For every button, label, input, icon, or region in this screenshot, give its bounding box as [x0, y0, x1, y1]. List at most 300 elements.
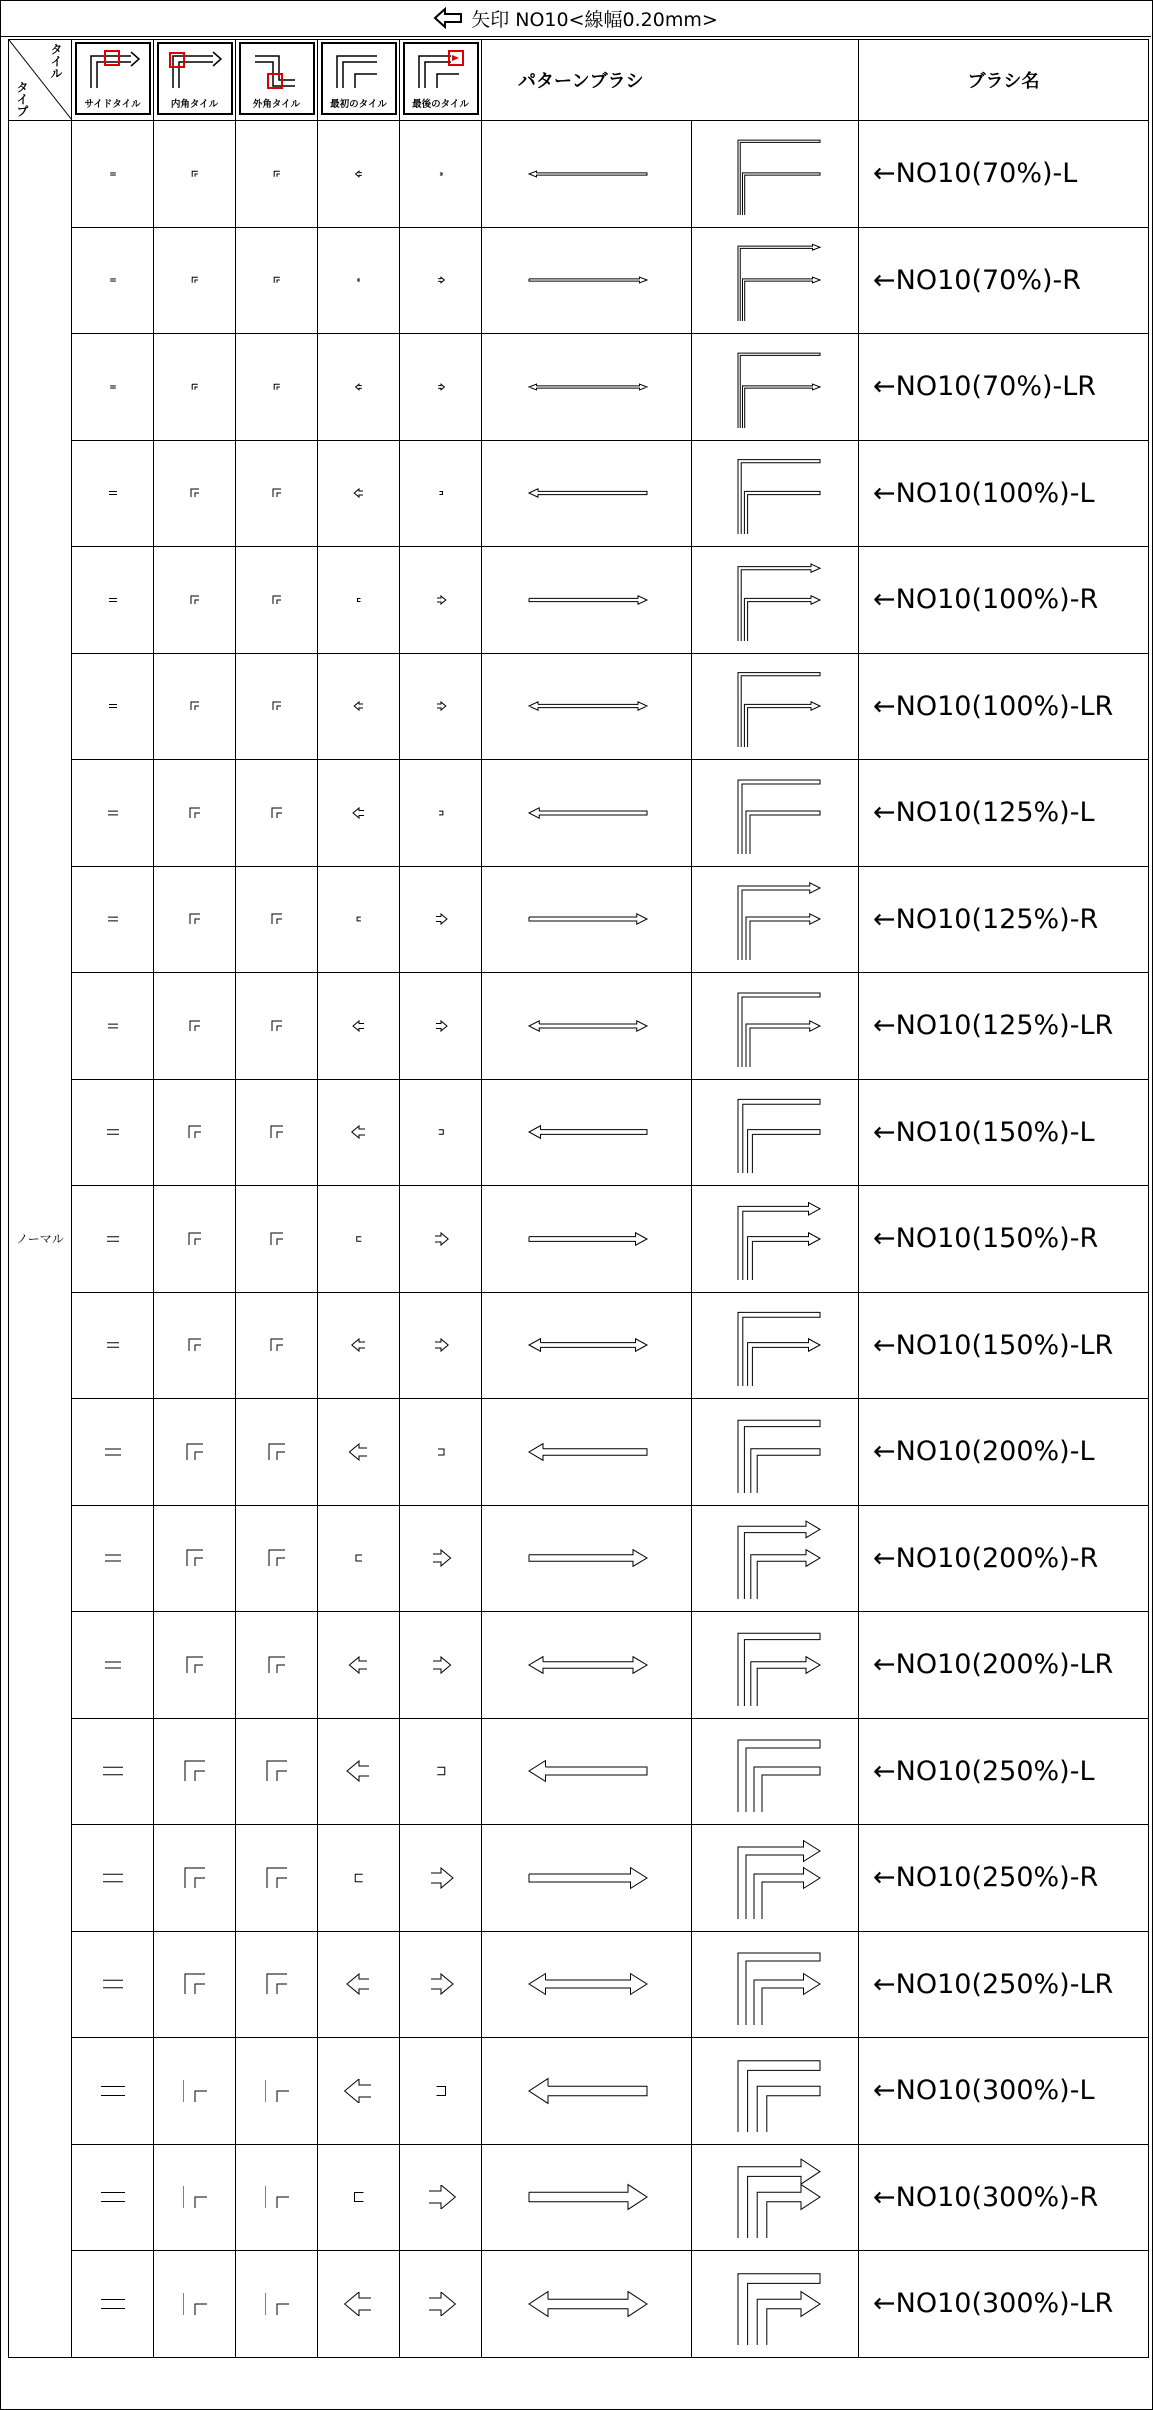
side-tile-icon	[101, 1122, 125, 1142]
first-tile-icon	[344, 1333, 374, 1357]
last-tile-icon	[426, 1866, 456, 1890]
last-tile-icon	[426, 1014, 456, 1038]
brush-name: ←NO10(300%)-LR	[859, 2251, 1149, 2358]
inner-corner-tile-icon	[183, 2186, 207, 2208]
inner-corner-cell	[154, 2144, 236, 2251]
last-tile-cell	[400, 1931, 482, 2038]
side-tile-icon	[101, 2187, 125, 2207]
side-tile-cell	[72, 653, 154, 760]
first-tile-cell	[318, 653, 400, 760]
inner-corner-cell	[154, 1718, 236, 1825]
side-tile-icon	[101, 1548, 125, 1568]
inner-corner-tile-icon	[183, 1228, 207, 1250]
brush-name: ←NO10(100%)-R	[859, 547, 1149, 654]
pattern-brush-cell	[482, 1186, 692, 1293]
outer-corner-tile-icon	[247, 48, 307, 92]
last-tile-icon	[429, 1441, 453, 1463]
corner-preview-cell	[692, 973, 859, 1080]
first-tile-cell	[318, 866, 400, 973]
tile-caption: 外角タイル	[252, 98, 301, 110]
side-tile-cell	[72, 1292, 154, 1399]
corner-preview-cell	[692, 1079, 859, 1186]
outer-corner-cell	[236, 1399, 318, 1506]
brush-corner-preview	[720, 1513, 830, 1603]
brush-corner-preview	[720, 555, 830, 645]
first-tile-cell	[318, 334, 400, 441]
brush-corner-preview	[720, 1939, 830, 2029]
corner-preview-cell	[692, 547, 859, 654]
pattern-brush-preview	[517, 580, 657, 620]
outer-corner-tile-icon	[265, 1334, 289, 1356]
outer-corner-tile-icon	[265, 1228, 289, 1250]
pattern-brush-preview	[517, 1964, 657, 2004]
pattern-brush-header: パターンブラシ	[482, 40, 859, 121]
pattern-brush-cell	[482, 1505, 692, 1612]
pattern-brush-preview	[517, 1006, 657, 1046]
tile-header-side	[72, 40, 154, 121]
side-tile-cell	[72, 1186, 154, 1293]
inner-corner-cell	[154, 760, 236, 867]
last-tile-icon	[429, 1760, 453, 1782]
pattern-brush-preview	[517, 1538, 657, 1578]
side-tile-cell	[72, 121, 154, 228]
inner-corner-tile-icon	[183, 1867, 207, 1889]
brush-corner-preview	[720, 342, 830, 432]
pattern-brush-preview	[517, 154, 657, 194]
inner-corner-tile-icon	[183, 908, 207, 930]
side-tile-cell	[72, 1825, 154, 1932]
first-tile-icon	[344, 2292, 374, 2316]
last-tile-cell	[400, 1079, 482, 1186]
pattern-brush-cell	[482, 760, 692, 867]
brush-row	[9, 1079, 1149, 1186]
brush-name: ←NO10(125%)-L	[859, 760, 1149, 867]
outer-corner-cell	[236, 653, 318, 760]
brush-corner-preview	[720, 1087, 830, 1177]
inner-corner-cell	[154, 653, 236, 760]
brush-row	[9, 2038, 1149, 2145]
pattern-brush-cell	[482, 973, 692, 1080]
side-tile-cell	[72, 866, 154, 973]
side-tile-cell	[72, 2038, 154, 2145]
corner-preview-cell	[692, 1718, 859, 1825]
first-tile-icon	[344, 694, 374, 718]
corner-header	[9, 40, 72, 121]
brush-name: ←NO10(250%)-R	[859, 1825, 1149, 1932]
last-tile-icon	[426, 907, 456, 931]
last-tile-cell	[400, 1718, 482, 1825]
corner-preview-cell	[692, 2251, 859, 2358]
brush-name-header: ブラシ名	[859, 40, 1149, 121]
last-tile-icon	[426, 268, 456, 292]
inner-corner-tile-icon	[183, 1760, 207, 1782]
corner-preview-cell	[692, 2144, 859, 2251]
pattern-brush-cell	[482, 2144, 692, 2251]
last-tile-cell	[400, 1612, 482, 1719]
outer-corner-tile-icon	[265, 1973, 289, 1995]
side-tile-cell	[72, 334, 154, 441]
corner-preview-cell	[692, 121, 859, 228]
brush-corner-preview	[720, 448, 830, 538]
last-tile-cell	[400, 1186, 482, 1293]
outer-corner-cell	[236, 1718, 318, 1825]
side-tile-cell	[72, 227, 154, 334]
outer-corner-cell	[236, 866, 318, 973]
last-tile-icon	[429, 482, 453, 504]
outer-corner-tile-icon	[265, 1867, 289, 1889]
pattern-brush-preview	[517, 260, 657, 300]
inner-corner-tile-icon	[183, 695, 207, 717]
side-tile-cell	[72, 2251, 154, 2358]
brush-row	[9, 973, 1149, 1080]
inner-corner-cell	[154, 1399, 236, 1506]
outer-corner-cell	[236, 973, 318, 1080]
first-tile-icon	[347, 269, 371, 291]
brush-row	[9, 866, 1149, 973]
first-tile-cell	[318, 1931, 400, 2038]
first-tile-icon	[329, 48, 389, 92]
corner-preview-cell	[692, 2038, 859, 2145]
outer-corner-cell	[236, 1825, 318, 1932]
pattern-brush-cell	[482, 653, 692, 760]
pattern-brush-preview	[517, 686, 657, 726]
outer-corner-tile-icon	[265, 376, 289, 398]
first-tile-icon	[344, 1014, 374, 1038]
side-tile-icon	[101, 590, 125, 610]
pattern-brush-preview	[517, 1325, 657, 1365]
brush-row	[9, 1612, 1149, 1719]
pattern-brush-cell	[482, 121, 692, 228]
brush-name: ←NO10(125%)-R	[859, 866, 1149, 973]
brush-corner-preview	[720, 2152, 830, 2242]
corner-label-type: タイプ	[15, 81, 29, 117]
first-tile-cell	[318, 2144, 400, 2251]
pattern-brush-cell	[482, 1079, 692, 1186]
tile-header-first	[318, 40, 400, 121]
inner-corner-tile-icon	[183, 2293, 207, 2315]
pattern-brush-preview	[517, 1432, 657, 1472]
last-tile-icon	[426, 1972, 456, 1996]
corner-preview-cell	[692, 1612, 859, 1719]
brush-row	[9, 547, 1149, 654]
side-tile-cell	[72, 1612, 154, 1719]
first-tile-icon	[344, 375, 374, 399]
first-tile-cell	[318, 1079, 400, 1186]
outer-corner-cell	[236, 1505, 318, 1612]
tile-header-last	[400, 40, 482, 121]
outer-corner-tile-icon	[265, 589, 289, 611]
side-tile-icon	[101, 164, 125, 184]
side-tile-cell	[72, 2144, 154, 2251]
last-tile-icon	[429, 2080, 453, 2102]
side-tile-cell	[72, 1399, 154, 1506]
outer-corner-cell	[236, 760, 318, 867]
outer-corner-cell	[236, 2038, 318, 2145]
pattern-brush-cell	[482, 1399, 692, 1506]
last-tile-icon	[426, 588, 456, 612]
brush-name: ←NO10(150%)-LR	[859, 1292, 1149, 1399]
first-tile-cell	[318, 2251, 400, 2358]
outer-corner-tile-icon	[265, 1441, 289, 1463]
brush-name: ←NO10(300%)-R	[859, 2144, 1149, 2251]
brush-name: ←NO10(200%)-R	[859, 1505, 1149, 1612]
brush-name: ←NO10(100%)-LR	[859, 653, 1149, 760]
last-tile-icon	[426, 1227, 456, 1251]
outer-corner-tile-icon	[265, 1760, 289, 1782]
inner-corner-tile-icon	[165, 48, 225, 92]
brush-row	[9, 334, 1149, 441]
corner-preview-cell	[692, 334, 859, 441]
inner-corner-cell	[154, 1931, 236, 2038]
first-tile-icon	[344, 801, 374, 825]
outer-corner-cell	[236, 121, 318, 228]
inner-corner-cell	[154, 1825, 236, 1932]
last-tile-icon	[426, 1333, 456, 1357]
brush-corner-preview	[720, 129, 830, 219]
pattern-brush-preview	[517, 473, 657, 513]
first-tile-cell	[318, 1292, 400, 1399]
outer-corner-tile-icon	[265, 2080, 289, 2102]
first-tile-cell	[318, 1399, 400, 1506]
last-tile-icon	[426, 1653, 456, 1677]
side-tile-cell	[72, 973, 154, 1080]
inner-corner-tile-icon	[183, 1973, 207, 1995]
brush-name: ←NO10(250%)-L	[859, 1718, 1149, 1825]
last-tile-cell	[400, 760, 482, 867]
inner-corner-cell	[154, 2251, 236, 2358]
corner-preview-cell	[692, 653, 859, 760]
inner-corner-cell	[154, 1079, 236, 1186]
last-tile-cell	[400, 653, 482, 760]
corner-label-tile: タイル	[49, 43, 63, 79]
arrow-title-icon	[433, 7, 463, 29]
first-tile-cell	[318, 1825, 400, 1932]
brush-row	[9, 121, 1149, 228]
first-tile-cell	[318, 227, 400, 334]
side-tile-icon	[83, 48, 143, 92]
pattern-brush-cell	[482, 1825, 692, 1932]
first-tile-cell	[318, 1505, 400, 1612]
side-tile-cell	[72, 547, 154, 654]
last-tile-icon	[429, 1121, 453, 1143]
corner-preview-cell	[692, 1825, 859, 1932]
brush-row	[9, 1399, 1149, 1506]
inner-corner-tile-icon	[183, 1547, 207, 1569]
outer-corner-cell	[236, 227, 318, 334]
brush-name: ←NO10(70%)-L	[859, 121, 1149, 228]
outer-corner-tile-icon	[265, 1547, 289, 1569]
side-tile-icon	[101, 1016, 125, 1036]
first-tile-icon	[344, 162, 374, 186]
side-tile-cell	[72, 1718, 154, 1825]
pattern-brush-preview	[517, 2071, 657, 2111]
corner-preview-cell	[692, 1399, 859, 1506]
first-tile-icon	[347, 1867, 371, 1889]
pattern-brush-preview	[517, 367, 657, 407]
first-tile-icon	[347, 908, 371, 930]
side-tile-icon	[101, 1442, 125, 1462]
first-tile-cell	[318, 1612, 400, 1719]
inner-corner-cell	[154, 547, 236, 654]
brush-corner-preview	[720, 1300, 830, 1390]
outer-corner-cell	[236, 1612, 318, 1719]
brush-row	[9, 1825, 1149, 1932]
first-tile-cell	[318, 760, 400, 867]
brush-row	[9, 1931, 1149, 2038]
tile-caption: 最後のタイル	[412, 98, 469, 110]
corner-preview-cell	[692, 1505, 859, 1612]
last-tile-cell	[400, 227, 482, 334]
outer-corner-tile-icon	[265, 163, 289, 185]
brush-corner-preview	[720, 768, 830, 858]
tile-header-outer	[236, 40, 318, 121]
outer-corner-tile-icon	[265, 2293, 289, 2315]
side-tile-icon	[101, 1761, 125, 1781]
brush-corner-preview	[720, 1620, 830, 1710]
pattern-brush-cell	[482, 227, 692, 334]
brush-name: ←NO10(150%)-R	[859, 1186, 1149, 1293]
pattern-brush-preview	[517, 793, 657, 833]
outer-corner-cell	[236, 440, 318, 547]
last-tile-cell	[400, 1825, 482, 1932]
tile-caption: 最初のタイル	[330, 98, 387, 110]
brush-name: ←NO10(70%)-R	[859, 227, 1149, 334]
side-tile-icon	[101, 696, 125, 716]
last-tile-cell	[400, 1505, 482, 1612]
last-tile-icon	[426, 2185, 456, 2209]
brush-row	[9, 1292, 1149, 1399]
side-tile-icon	[101, 1655, 125, 1675]
side-tile-icon	[101, 1335, 125, 1355]
last-tile-icon	[426, 2292, 456, 2316]
corner-preview-cell	[692, 1292, 859, 1399]
side-tile-icon	[101, 909, 125, 929]
inner-corner-tile-icon	[183, 2080, 207, 2102]
last-tile-icon	[429, 802, 453, 824]
brush-row	[9, 1505, 1149, 1612]
tile-header-inner	[154, 40, 236, 121]
outer-corner-cell	[236, 547, 318, 654]
side-tile-cell	[72, 1931, 154, 2038]
side-tile-cell	[72, 760, 154, 867]
pattern-brush-preview	[517, 2177, 657, 2217]
brush-corner-preview	[720, 1726, 830, 1816]
tile-caption: サイドタイル	[84, 98, 141, 110]
side-tile-icon	[101, 483, 125, 503]
side-tile-cell	[72, 440, 154, 547]
brush-row	[9, 2144, 1149, 2251]
brush-corner-preview	[720, 2046, 830, 2136]
inner-corner-tile-icon	[183, 482, 207, 504]
side-tile-cell	[72, 1079, 154, 1186]
brush-name: ←NO10(100%)-L	[859, 440, 1149, 547]
brush-corner-preview	[720, 661, 830, 751]
last-tile-icon	[426, 694, 456, 718]
inner-corner-cell	[154, 440, 236, 547]
outer-corner-cell	[236, 1079, 318, 1186]
first-tile-cell	[318, 121, 400, 228]
corner-preview-cell	[692, 440, 859, 547]
first-tile-icon	[344, 481, 374, 505]
pattern-brush-cell	[482, 2251, 692, 2358]
corner-preview-cell	[692, 227, 859, 334]
brush-corner-preview	[720, 2259, 830, 2349]
tile-caption: 内角タイル	[170, 98, 219, 110]
pattern-brush-cell	[482, 547, 692, 654]
outer-corner-tile-icon	[265, 1121, 289, 1143]
first-tile-icon	[344, 1440, 374, 1464]
brush-name: ←NO10(200%)-L	[859, 1399, 1149, 1506]
last-tile-icon	[411, 48, 471, 92]
brush-row	[9, 2251, 1149, 2358]
outer-corner-tile-icon	[265, 2186, 289, 2208]
brush-row	[9, 227, 1149, 334]
side-tile-icon	[101, 2081, 125, 2101]
inner-corner-tile-icon	[183, 1015, 207, 1037]
inner-corner-cell	[154, 1612, 236, 1719]
first-tile-cell	[318, 1718, 400, 1825]
side-tile-cell	[72, 1505, 154, 1612]
brush-corner-preview	[720, 1833, 830, 1923]
brush-name: ←NO10(70%)-LR	[859, 334, 1149, 441]
last-tile-cell	[400, 1292, 482, 1399]
last-tile-icon	[426, 1546, 456, 1570]
outer-corner-cell	[236, 334, 318, 441]
first-tile-cell	[318, 1186, 400, 1293]
outer-corner-tile-icon	[265, 908, 289, 930]
side-tile-icon	[101, 1229, 125, 1249]
last-tile-cell	[400, 973, 482, 1080]
corner-preview-cell	[692, 1931, 859, 2038]
pattern-brush-preview	[517, 1645, 657, 1685]
first-tile-icon	[347, 589, 371, 611]
first-tile-icon	[344, 2079, 374, 2103]
first-tile-icon	[344, 1653, 374, 1677]
pattern-brush-cell	[482, 1612, 692, 1719]
inner-corner-tile-icon	[183, 163, 207, 185]
title-bar	[0, 0, 1151, 37]
pattern-brush-cell	[482, 1292, 692, 1399]
brush-name: ←NO10(300%)-L	[859, 2038, 1149, 2145]
inner-corner-cell	[154, 2038, 236, 2145]
last-tile-cell	[400, 121, 482, 228]
first-tile-icon	[344, 1120, 374, 1144]
corner-preview-cell	[692, 866, 859, 973]
last-tile-cell	[400, 866, 482, 973]
first-tile-cell	[318, 547, 400, 654]
outer-corner-cell	[236, 2251, 318, 2358]
inner-corner-cell	[154, 334, 236, 441]
side-tile-icon	[101, 2294, 125, 2314]
pattern-brush-preview	[517, 1751, 657, 1791]
pattern-brush-preview	[517, 2284, 657, 2324]
outer-corner-tile-icon	[265, 1015, 289, 1037]
side-tile-icon	[101, 377, 125, 397]
outer-corner-cell	[236, 2144, 318, 2251]
inner-corner-tile-icon	[183, 1121, 207, 1143]
inner-corner-cell	[154, 227, 236, 334]
corner-preview-cell	[692, 1186, 859, 1293]
brush-row	[9, 760, 1149, 867]
page-title: 矢印 NO10<線幅0.20mm>	[471, 8, 718, 31]
inner-corner-cell	[154, 973, 236, 1080]
brush-corner-preview	[720, 235, 830, 325]
brush-name: ←NO10(200%)-LR	[859, 1612, 1149, 1719]
first-tile-icon	[344, 1759, 374, 1783]
first-tile-icon	[347, 1228, 371, 1250]
pattern-brush-cell	[482, 334, 692, 441]
pattern-brush-preview	[517, 899, 657, 939]
